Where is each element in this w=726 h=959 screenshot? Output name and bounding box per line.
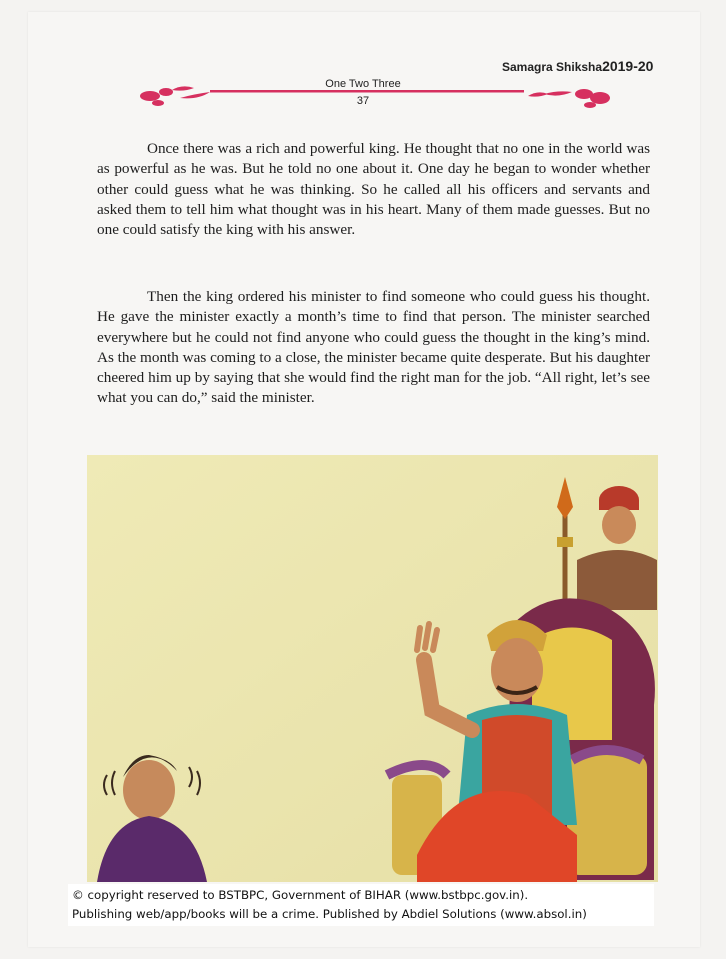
copyright-line-2: Publishing web/app/books will be a crime. Published by Abdiel Solutions (www.absol.in) [72,907,587,921]
copyright-notice [68,884,654,926]
series-year: 2019-20 [602,58,654,74]
page-number: 37 [356,95,370,107]
series-header [502,58,653,74]
story-paragraph-1: Once there was a rich and powerful king. He thought that no one in the world was as powerful as he was. But he told no one about it. One day he began to wonder whether other could guess what he was thinking. So he called all his officers and servants and asked them to tell him what thought was in his heart. Many of them made guesses. But no one could satisfy the king with his answer. [97,140,650,239]
series-name: Samagra Shiksha [502,60,603,74]
copyright-line-1: © copyright reserved to BSTBPC, Government of BIHAR (www.bstbpc.gov.in). [72,888,529,902]
story-paragraph-2: Then the king ordered his minister to find someone who could guess his thought. He gave the minister exactly a month’s time to find that person. The minister searched everywhere but he could not find anyone who could guess the thought in the king’s mind. As the month was coming to a close, the minister became quite desperate. But his daughter cheered him up by saying that she would find the right man for the job. “All right, let’s see what you can do,” said the minister. [97,288,650,407]
chapter-title: One Two Three [325,78,401,90]
king-illustration [87,455,658,882]
